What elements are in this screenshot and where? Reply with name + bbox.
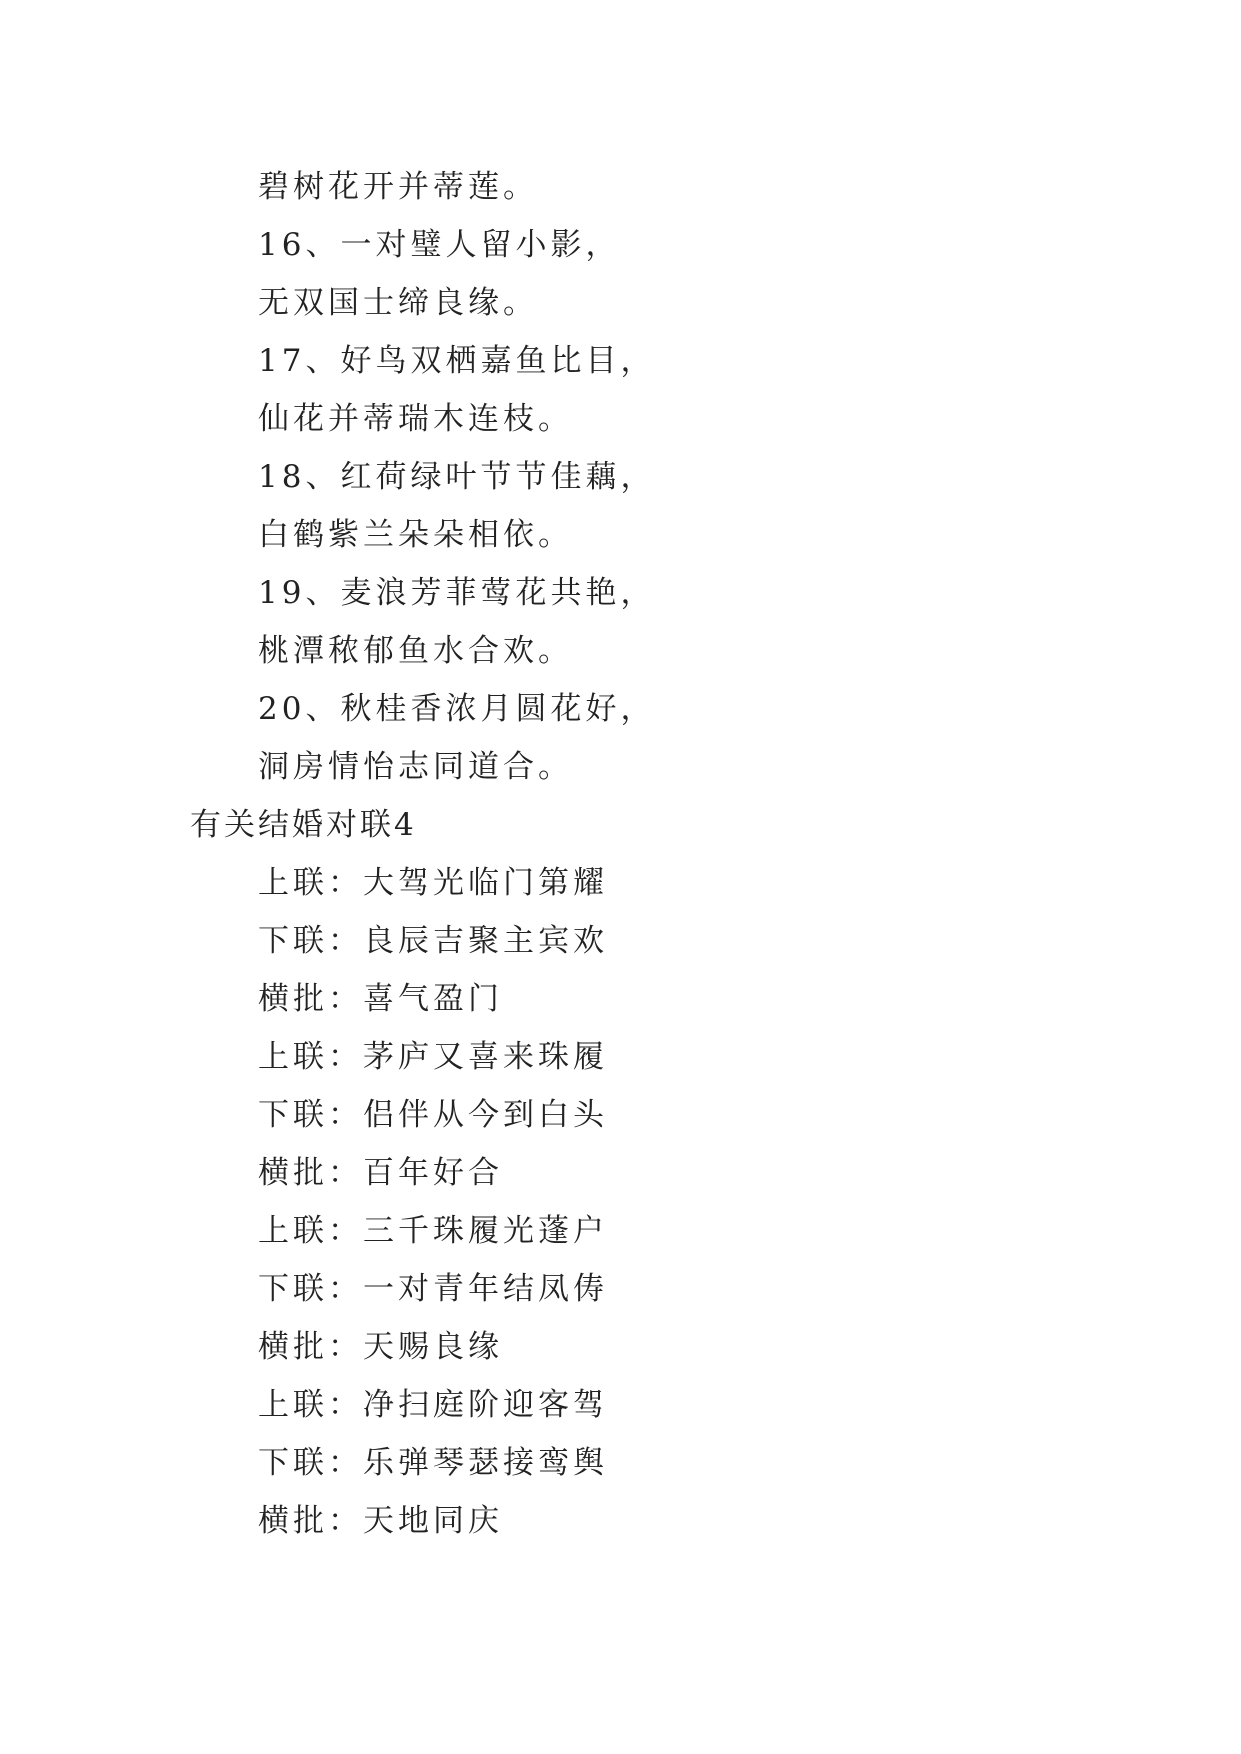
couplet-banner-line: 横批：喜气盈门: [258, 981, 503, 1017]
couplet-upper-line: 上联：茅庐又喜来珠履: [258, 1039, 608, 1075]
section-heading: 有关结婚对联4: [190, 807, 417, 843]
couplet-lower-line: 下联：良辰吉聚主宾欢: [258, 923, 608, 959]
couplet-line: 洞房情怡志同道合。: [258, 749, 573, 785]
couplet-line: 碧树花开并蒂莲。: [258, 169, 538, 205]
couplet-line: 仙花并蒂瑞木连枝。: [258, 401, 573, 437]
couplet-banner-line: 横批：百年好合: [258, 1155, 503, 1191]
couplet-line: 19、麦浪芳菲莺花共艳，: [258, 575, 656, 611]
couplet-line: 17、好鸟双栖嘉鱼比目，: [258, 343, 656, 379]
document-body: [0, 158, 1241, 1550]
couplet-lower-line: 下联：侣伴从今到白头: [258, 1097, 608, 1133]
couplet-line: 20、秋桂香浓月圆花好，: [258, 691, 656, 727]
couplet-lower-line: 下联：乐弹琴瑟接鸾舆: [258, 1445, 608, 1481]
couplet-line: 16、一对璧人留小影，: [258, 227, 621, 263]
couplet-line: 桃潭秾郁鱼水合欢。: [258, 633, 573, 669]
couplet-upper-line: 上联：三千珠履光蓬户: [258, 1213, 608, 1249]
couplet-banner-line: 横批：天地同庆: [258, 1503, 503, 1539]
couplet-line: 18、红荷绿叶节节佳藕，: [258, 459, 656, 495]
couplet-line: 无双国士缔良缘。: [258, 285, 538, 321]
couplet-banner-line: 横批：天赐良缘: [258, 1329, 503, 1365]
couplet-lower-line: 下联：一对青年结凤俦: [258, 1271, 608, 1307]
couplet-line: 白鹤紫兰朵朵相依。: [258, 517, 573, 553]
couplet-upper-line: 上联：净扫庭阶迎客驾: [258, 1387, 608, 1423]
couplet-upper-line: 上联：大驾光临门第耀: [258, 865, 608, 901]
